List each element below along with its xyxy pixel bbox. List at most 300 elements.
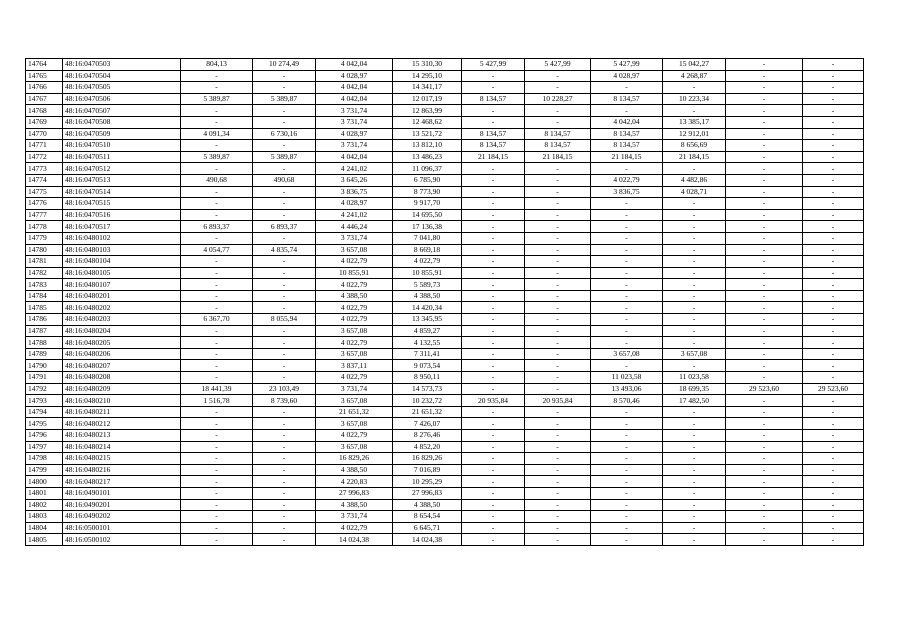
table-cell: 14769 xyxy=(26,116,63,128)
table-cell: 10 274,49 xyxy=(253,59,316,71)
table-cell: - xyxy=(525,337,591,349)
table-row xyxy=(26,93,864,105)
table-cell: 4 241,02 xyxy=(316,209,393,221)
table-cell: 3 657,08 xyxy=(316,244,393,256)
table-row xyxy=(26,174,864,186)
table-cell: 21 651,32 xyxy=(316,406,393,418)
table-cell: - xyxy=(181,290,253,302)
table-cell: - xyxy=(181,163,253,175)
table-cell: 8 739,60 xyxy=(253,395,316,407)
table-row xyxy=(26,511,864,523)
table-cell: - xyxy=(591,105,663,117)
table-row xyxy=(26,279,864,291)
table-cell: 48:16:0480216 xyxy=(63,464,181,476)
table-cell: - xyxy=(525,453,591,465)
table-row xyxy=(26,395,864,407)
table-cell: - xyxy=(591,464,663,476)
table-cell: - xyxy=(525,244,591,256)
table-cell: 8 134,57 xyxy=(462,140,525,152)
table-cell: - xyxy=(525,116,591,128)
table-cell: 4 042,04 xyxy=(591,116,663,128)
table-cell: - xyxy=(181,70,253,82)
table-cell: - xyxy=(525,522,591,534)
table-cell: 6 785,90 xyxy=(393,174,462,186)
table-cell: 48:16:0480107 xyxy=(63,279,181,291)
table-row xyxy=(26,337,864,349)
table-cell: 23 103,49 xyxy=(253,383,316,395)
table-cell: - xyxy=(525,105,591,117)
table-cell: - xyxy=(663,232,726,244)
table-cell: - xyxy=(181,499,253,511)
table-cell: - xyxy=(525,209,591,221)
table-cell: 48:16:0470508 xyxy=(63,116,181,128)
table-cell: - xyxy=(803,256,864,268)
table-cell: - xyxy=(803,174,864,186)
table-cell: 48:16:0470514 xyxy=(63,186,181,198)
table-cell: 9 917,70 xyxy=(393,198,462,210)
table-cell: - xyxy=(663,337,726,349)
table-cell: 14795 xyxy=(26,418,63,430)
table-cell: 13 521,72 xyxy=(393,128,462,140)
table-cell: - xyxy=(591,487,663,499)
table-cell: 11 023,58 xyxy=(591,372,663,384)
table-cell: - xyxy=(803,511,864,523)
table-cell: - xyxy=(525,82,591,94)
table-cell: - xyxy=(181,430,253,442)
table-cell: 13 345,95 xyxy=(393,314,462,326)
table-cell: 13 385,17 xyxy=(663,116,726,128)
table-cell: - xyxy=(663,314,726,326)
table-cell: 20 935,84 xyxy=(462,395,525,407)
table-row xyxy=(26,105,864,117)
table-cell: 3 657,08 xyxy=(316,418,393,430)
table-cell: - xyxy=(525,314,591,326)
table-cell: 4 022,79 xyxy=(316,522,393,534)
table-cell: 3 731,74 xyxy=(316,383,393,395)
table-cell: - xyxy=(591,198,663,210)
table-cell: - xyxy=(663,441,726,453)
table-row xyxy=(26,406,864,418)
table-cell: 4 859,27 xyxy=(393,325,462,337)
table-cell: - xyxy=(253,279,316,291)
table-cell: 21 184,15 xyxy=(462,151,525,163)
table-cell: - xyxy=(462,441,525,453)
table-cell: - xyxy=(462,209,525,221)
table-cell: - xyxy=(726,325,803,337)
table-cell: - xyxy=(525,348,591,360)
table-cell: - xyxy=(663,256,726,268)
table-cell: 48:16:0470505 xyxy=(63,82,181,94)
table-cell: 14805 xyxy=(26,534,63,546)
table-cell: 14 295,10 xyxy=(393,70,462,82)
table-cell: - xyxy=(181,360,253,372)
table-cell: - xyxy=(803,209,864,221)
table-cell: - xyxy=(591,360,663,372)
table-cell: 48:16:0480208 xyxy=(63,372,181,384)
table-cell: 14777 xyxy=(26,209,63,221)
table-cell: 20 935,84 xyxy=(525,395,591,407)
table-cell: - xyxy=(803,151,864,163)
table-cell: 7 041,80 xyxy=(393,232,462,244)
table-cell: - xyxy=(181,232,253,244)
table-cell: 3 657,08 xyxy=(591,348,663,360)
table-cell: 14 695,50 xyxy=(393,209,462,221)
table-cell: 8 570,46 xyxy=(591,395,663,407)
table-cell: - xyxy=(803,116,864,128)
table-cell: - xyxy=(726,186,803,198)
table-cell: 4 028,97 xyxy=(316,198,393,210)
table-cell: 7 311,41 xyxy=(393,348,462,360)
table-cell: - xyxy=(591,453,663,465)
table-cell: - xyxy=(181,186,253,198)
table-cell: 14 420,34 xyxy=(393,302,462,314)
table-cell: - xyxy=(253,325,316,337)
table-cell: - xyxy=(591,302,663,314)
table-cell: 3 836,75 xyxy=(316,186,393,198)
table-cell: - xyxy=(462,348,525,360)
table-cell: 29 523,60 xyxy=(803,383,864,395)
table-cell: 48:16:0470504 xyxy=(63,70,181,82)
table-cell: - xyxy=(663,105,726,117)
table-cell: 48:16:0470506 xyxy=(63,93,181,105)
table-cell: 6 367,70 xyxy=(181,314,253,326)
table-cell: 4 482,86 xyxy=(663,174,726,186)
table-cell: - xyxy=(726,360,803,372)
table-cell: 48:16:0480206 xyxy=(63,348,181,360)
table-cell: - xyxy=(803,128,864,140)
table-cell: - xyxy=(726,221,803,233)
table-cell: 48:16:0470515 xyxy=(63,198,181,210)
table-cell: 4 388,50 xyxy=(393,290,462,302)
table-cell: - xyxy=(803,186,864,198)
table-cell: - xyxy=(803,325,864,337)
table-cell: - xyxy=(253,476,316,488)
table-cell: - xyxy=(726,140,803,152)
table-cell: 14804 xyxy=(26,522,63,534)
table-cell: - xyxy=(462,174,525,186)
table-cell: - xyxy=(181,464,253,476)
table-row xyxy=(26,418,864,430)
table-cell: 8 134,57 xyxy=(591,128,663,140)
table-cell: 3 657,08 xyxy=(316,348,393,360)
table-cell: 9 073,54 xyxy=(393,360,462,372)
table-cell: 4 042,04 xyxy=(316,151,393,163)
table-cell: 14786 xyxy=(26,314,63,326)
table-cell: - xyxy=(462,302,525,314)
table-cell: - xyxy=(462,464,525,476)
table-cell: - xyxy=(253,522,316,534)
table-cell: 5 427,99 xyxy=(591,59,663,71)
table-cell: 4 022,79 xyxy=(316,430,393,442)
table-cell: - xyxy=(803,464,864,476)
table-cell: - xyxy=(663,290,726,302)
table-cell: 4 042,04 xyxy=(316,82,393,94)
table-cell: - xyxy=(726,499,803,511)
table-cell: - xyxy=(253,290,316,302)
table-cell: 8 773,90 xyxy=(393,186,462,198)
table-cell: 14776 xyxy=(26,198,63,210)
table-cell: 4 220,83 xyxy=(316,476,393,488)
table-cell: 10 228,27 xyxy=(525,93,591,105)
table-cell: 3 731,74 xyxy=(316,116,393,128)
table-cell: - xyxy=(803,360,864,372)
table-cell: 48:16:0480209 xyxy=(63,383,181,395)
table-cell: 48:16:0480213 xyxy=(63,430,181,442)
table-cell: - xyxy=(462,499,525,511)
table-cell: - xyxy=(462,267,525,279)
table-cell: 14783 xyxy=(26,279,63,291)
table-cell: - xyxy=(525,511,591,523)
table-cell: - xyxy=(462,244,525,256)
table-cell: - xyxy=(462,116,525,128)
table-cell: - xyxy=(181,372,253,384)
table-cell: - xyxy=(525,383,591,395)
table-cell: 48:16:0470516 xyxy=(63,209,181,221)
table-cell: 4 388,50 xyxy=(316,499,393,511)
table-cell: - xyxy=(525,302,591,314)
table-cell: - xyxy=(253,372,316,384)
table-cell: - xyxy=(591,534,663,546)
table-cell: - xyxy=(726,464,803,476)
table-cell: 48:16:0480212 xyxy=(63,418,181,430)
table-cell: - xyxy=(181,476,253,488)
table-cell: - xyxy=(253,256,316,268)
table-cell: 18 699,35 xyxy=(663,383,726,395)
table-cell: 14766 xyxy=(26,82,63,94)
table-cell: 8 134,57 xyxy=(462,93,525,105)
table-cell: - xyxy=(181,487,253,499)
table-cell: - xyxy=(253,209,316,221)
table-cell: - xyxy=(525,487,591,499)
table-row xyxy=(26,267,864,279)
table-cell: 27 996,83 xyxy=(393,487,462,499)
table-cell: - xyxy=(591,232,663,244)
table-cell: - xyxy=(181,534,253,546)
table-cell: 14790 xyxy=(26,360,63,372)
table-cell: - xyxy=(462,163,525,175)
table-cell: - xyxy=(726,82,803,94)
table-cell: - xyxy=(181,337,253,349)
table-cell: 6 893,37 xyxy=(181,221,253,233)
table-cell: - xyxy=(253,232,316,244)
table-cell: 10 855,91 xyxy=(393,267,462,279)
table-cell: - xyxy=(462,279,525,291)
table-cell: - xyxy=(726,70,803,82)
table-cell: - xyxy=(663,325,726,337)
table-cell: 14801 xyxy=(26,487,63,499)
table-cell: 48:16:0480202 xyxy=(63,302,181,314)
table-cell: - xyxy=(253,105,316,117)
table-cell: - xyxy=(525,372,591,384)
table-cell: 3 657,08 xyxy=(316,441,393,453)
table-cell: - xyxy=(663,522,726,534)
table-cell: - xyxy=(591,511,663,523)
table-cell: - xyxy=(525,267,591,279)
table-cell: 16 829,26 xyxy=(393,453,462,465)
table-cell: 7 016,89 xyxy=(393,464,462,476)
table-row xyxy=(26,151,864,163)
table-cell: 8 656,69 xyxy=(663,140,726,152)
table-cell: - xyxy=(462,406,525,418)
table-cell: 14784 xyxy=(26,290,63,302)
table-cell: 48:16:0500101 xyxy=(63,522,181,534)
table-cell: 14796 xyxy=(26,430,63,442)
table-cell: - xyxy=(591,325,663,337)
table-cell: - xyxy=(726,418,803,430)
table-row xyxy=(26,128,864,140)
table-cell: - xyxy=(525,290,591,302)
table-cell: - xyxy=(663,267,726,279)
table-cell: 15 310,30 xyxy=(393,59,462,71)
table-cell: - xyxy=(726,302,803,314)
table-cell: - xyxy=(663,302,726,314)
table-cell: - xyxy=(726,476,803,488)
table-cell: - xyxy=(803,140,864,152)
table-cell: 48:16:0470507 xyxy=(63,105,181,117)
table-cell: - xyxy=(462,105,525,117)
table-cell: 3 837,11 xyxy=(316,360,393,372)
table-row xyxy=(26,290,864,302)
table-cell: 14798 xyxy=(26,453,63,465)
table-row xyxy=(26,70,864,82)
table-cell: - xyxy=(591,337,663,349)
table-cell: 11 096,37 xyxy=(393,163,462,175)
table-cell: - xyxy=(462,383,525,395)
table-cell: - xyxy=(663,511,726,523)
table-cell: - xyxy=(253,198,316,210)
table-row xyxy=(26,59,864,71)
table-cell: - xyxy=(803,105,864,117)
table-cell: - xyxy=(253,406,316,418)
table-cell: - xyxy=(803,279,864,291)
table-cell: - xyxy=(726,337,803,349)
table-cell: - xyxy=(462,186,525,198)
table-cell: - xyxy=(803,59,864,71)
table-cell: 48:16:0480207 xyxy=(63,360,181,372)
table-row xyxy=(26,325,864,337)
table-cell: - xyxy=(663,418,726,430)
table-cell: - xyxy=(803,82,864,94)
table-cell: 48:16:0480105 xyxy=(63,267,181,279)
table-cell: 14778 xyxy=(26,221,63,233)
table-cell: - xyxy=(181,453,253,465)
table-row xyxy=(26,441,864,453)
table-row xyxy=(26,198,864,210)
table-cell: 48:16:0480201 xyxy=(63,290,181,302)
table-cell: - xyxy=(726,232,803,244)
table-row xyxy=(26,383,864,395)
table-row xyxy=(26,348,864,360)
table-cell: - xyxy=(253,302,316,314)
table-cell: 4 268,87 xyxy=(663,70,726,82)
table-cell: - xyxy=(726,441,803,453)
table-cell: - xyxy=(726,128,803,140)
table-cell: - xyxy=(181,325,253,337)
table-cell: - xyxy=(803,406,864,418)
table-cell: - xyxy=(803,244,864,256)
table-cell: - xyxy=(591,430,663,442)
table-cell: 4 022,79 xyxy=(316,279,393,291)
table-cell: - xyxy=(803,232,864,244)
table-cell: - xyxy=(591,221,663,233)
table-cell: 12 863,99 xyxy=(393,105,462,117)
table-cell: - xyxy=(591,244,663,256)
table-cell: - xyxy=(591,522,663,534)
table-cell: 21 184,15 xyxy=(525,151,591,163)
table-cell: 14803 xyxy=(26,511,63,523)
table-cell: - xyxy=(462,221,525,233)
table-cell: - xyxy=(591,256,663,268)
table-cell: 4 852,20 xyxy=(393,441,462,453)
table-cell: 5 589,73 xyxy=(393,279,462,291)
table-cell: - xyxy=(726,163,803,175)
table-cell: - xyxy=(253,186,316,198)
table-cell: 4 022,79 xyxy=(393,256,462,268)
table-cell: - xyxy=(525,174,591,186)
table-cell: 4 022,79 xyxy=(316,314,393,326)
table-cell: - xyxy=(591,441,663,453)
table-cell: - xyxy=(803,314,864,326)
table-cell: 14 573,73 xyxy=(393,383,462,395)
table-cell: - xyxy=(462,534,525,546)
table-cell: 48:16:0480214 xyxy=(63,441,181,453)
table-cell: - xyxy=(663,360,726,372)
table-cell: 4 132,55 xyxy=(393,337,462,349)
table-cell: 11 023,58 xyxy=(663,372,726,384)
table-row xyxy=(26,221,864,233)
table-cell: 48:16:0480104 xyxy=(63,256,181,268)
table-cell: - xyxy=(663,198,726,210)
table-cell: 4 042,04 xyxy=(316,59,393,71)
table-cell: - xyxy=(462,232,525,244)
table-cell: 10 223,34 xyxy=(663,93,726,105)
table-cell: 21 184,15 xyxy=(663,151,726,163)
table-cell: - xyxy=(181,418,253,430)
table-cell: - xyxy=(253,163,316,175)
table-cell: 14781 xyxy=(26,256,63,268)
table-cell: - xyxy=(525,221,591,233)
table-cell: 10 295,29 xyxy=(393,476,462,488)
table-row xyxy=(26,163,864,175)
table-cell: 17 136,38 xyxy=(393,221,462,233)
table-cell: 804,13 xyxy=(181,59,253,71)
table-cell: 48:16:0480215 xyxy=(63,453,181,465)
table-cell: 4 022,79 xyxy=(316,372,393,384)
table-cell: 14793 xyxy=(26,395,63,407)
table-cell: - xyxy=(181,279,253,291)
table-cell: - xyxy=(726,267,803,279)
table-cell: - xyxy=(181,209,253,221)
table-cell: 3 731,74 xyxy=(316,140,393,152)
table-cell: - xyxy=(462,453,525,465)
table-cell: 1 516,78 xyxy=(181,395,253,407)
table-row xyxy=(26,244,864,256)
table-cell: - xyxy=(525,70,591,82)
table-cell: 4 028,97 xyxy=(316,70,393,82)
table-cell: 4 054,77 xyxy=(181,244,253,256)
table-cell: - xyxy=(462,290,525,302)
table-cell: 3 657,08 xyxy=(663,348,726,360)
data-table xyxy=(25,58,864,546)
table-cell: 14 024,38 xyxy=(393,534,462,546)
table-cell: 14772 xyxy=(26,151,63,163)
table-cell: - xyxy=(803,372,864,384)
table-cell: - xyxy=(726,198,803,210)
table-cell: 48:16:0470510 xyxy=(63,140,181,152)
table-cell: - xyxy=(803,476,864,488)
table-cell: 3 731,74 xyxy=(316,511,393,523)
table-cell: 4 388,50 xyxy=(393,499,462,511)
